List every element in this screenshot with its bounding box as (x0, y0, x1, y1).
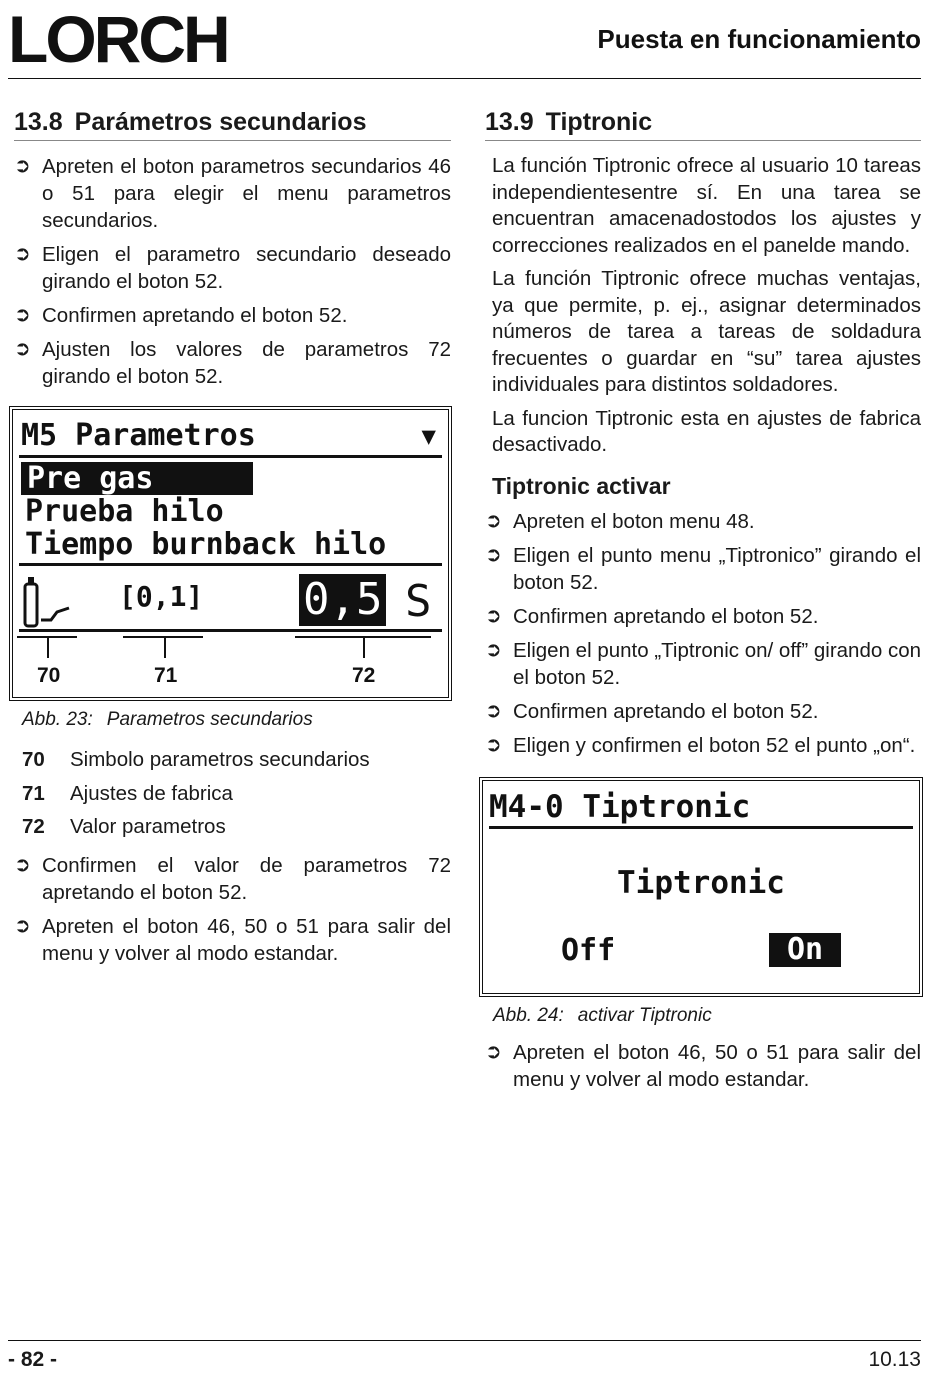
lorch-logo: LORCH (8, 2, 228, 76)
step-item (485, 732, 921, 759)
menu-item-selected: Pre gas (21, 462, 253, 495)
display-value-row (19, 570, 442, 632)
display-header (19, 416, 442, 458)
step-text: Apreten el boton 46, 50 o 51 para salir del menu y volver al modo estandar. (513, 1040, 921, 1091)
display-header-text: M5 Parametros (21, 418, 256, 453)
step-item (14, 302, 451, 329)
scroll-down-icon: ▼ (421, 422, 436, 450)
legend-text: Valor parametros (70, 815, 226, 838)
display-tiptronic (479, 777, 923, 997)
section-heading-13-8 (14, 108, 451, 141)
ref-tick (47, 636, 49, 658)
paragraph: La función Tiptronic ofrece muchas ventajas, ya que permite, p. ej., asignar determinados números de tarea a tareas de soldadura frecuentes o guardar en “su” tarea ajustes individuales para distintos soldadores. (492, 267, 921, 396)
arrow-icon: ➲ (485, 1040, 502, 1063)
section-title-text: Tiptronic (545, 108, 653, 136)
step-text: Ajusten los valores de parametros 72 girando el boton 52. (42, 338, 451, 388)
display-parametros (9, 406, 452, 701)
step-text: Eligen el parametro secundario deseado girando el boton 52. (42, 243, 451, 293)
caption-label: Abb. 23: (22, 709, 93, 730)
figure-caption (14, 709, 451, 731)
chapter-title: Puesta en funcionamiento (597, 24, 921, 54)
step-item (485, 637, 921, 691)
legend-item (22, 777, 451, 811)
step-item (485, 508, 921, 535)
step-text: Confirmen apretando el boton 52. (513, 699, 819, 723)
step-text: Confirmen el valor de parametros 72 apretando el boton 52. (42, 853, 451, 904)
menu-item: Tiempo burnback hilo (25, 527, 387, 562)
reference-markers (13, 636, 448, 696)
ref-tick (164, 636, 166, 658)
step-item (14, 241, 451, 295)
option-on-selected: On (769, 933, 841, 967)
step-text: Apreten el boton parametros secundarios 46 o 51 para elegir el menu parametros secundarios. (42, 155, 451, 232)
parameter-unit: S (405, 576, 432, 627)
step-item (485, 1039, 921, 1093)
ref-label-70: 70 (37, 664, 61, 687)
steps-list-2 (485, 1039, 921, 1093)
right-column (485, 108, 921, 1100)
steps-list (485, 508, 921, 759)
legend-item (22, 810, 451, 844)
step-text: Eligen el punto menu „Tiptronico” girando el boton 52. (513, 543, 921, 594)
legend-number: 71 (22, 781, 45, 805)
arrow-icon: ➲ (485, 509, 502, 532)
step-item (485, 603, 921, 630)
ref-label-72: 72 (352, 664, 376, 687)
legend-list (14, 743, 451, 844)
section-title-text: Parámetros secundarios (74, 108, 367, 136)
ref-line (123, 636, 203, 638)
gas-cylinder-icon (21, 574, 81, 630)
arrow-icon: ➲ (485, 638, 502, 661)
step-item (485, 698, 921, 725)
arrow-icon: ➲ (485, 543, 502, 566)
step-text: Confirmen apretando el boton 52. (42, 304, 348, 327)
arrow-icon: ➲ (14, 243, 31, 265)
step-text: Eligen el punto „Tiptronic on/ off” girando con el boton 52. (513, 638, 921, 689)
step-text: Eligen y confirmen el boton 52 el punto „on“. (513, 733, 916, 757)
menu-item: Prueba hilo (25, 494, 224, 529)
step-item (14, 852, 451, 906)
arrow-icon: ➲ (485, 604, 502, 627)
paragraph: La función Tiptronic ofrece al usuario 10 tareas independientesentre sí. En una tarea se encuentran amacenadostodos los ajustes y correcciones realizados en el panelde mando. (492, 154, 921, 257)
option-off: Off (561, 932, 616, 968)
steps-list (14, 153, 451, 390)
footer-rule (8, 1340, 921, 1341)
step-item (14, 913, 451, 967)
figure-caption (485, 1005, 921, 1027)
step-item (14, 153, 451, 234)
section-number: 13.8 (14, 108, 63, 136)
arrow-icon: ➲ (14, 155, 31, 177)
caption-label: Abb. 24: (493, 1004, 564, 1026)
step-item (485, 542, 921, 596)
legend-text: Ajustes de fabrica (70, 781, 233, 805)
display-header: M4-0 Tiptronic (489, 787, 913, 829)
ref-label-71: 71 (154, 664, 178, 687)
legend-number: 72 (22, 815, 45, 838)
ref-tick (363, 636, 365, 658)
caption-text: activar Tiptronic (577, 1004, 712, 1026)
arrow-icon: ➲ (14, 304, 31, 326)
page-number: - 82 - (8, 1348, 58, 1371)
legend-number: 70 (22, 748, 45, 771)
subheading: Tiptronic activar (492, 472, 671, 499)
legend-text: Simbolo parametros secundarios (70, 748, 370, 771)
default-range: [0,1] (119, 580, 204, 613)
display-label: Tiptronic (617, 864, 785, 901)
step-item (14, 336, 451, 390)
steps-list-2 (14, 852, 451, 967)
edition-date: 10.13 (868, 1348, 921, 1371)
section-heading-13-9 (485, 108, 921, 141)
step-text: Apreten el boton 46, 50 o 51 para salir del menu y volver al modo estandar. (42, 914, 451, 965)
arrow-icon: ➲ (485, 733, 502, 756)
header-rule (8, 78, 921, 79)
arrow-icon: ➲ (14, 914, 31, 937)
step-text: Confirmen apretando el boton 52. (513, 604, 819, 628)
section-number: 13.9 (485, 108, 534, 136)
arrow-icon: ➲ (485, 699, 502, 722)
arrow-icon: ➲ (14, 338, 31, 360)
display-menu (19, 458, 442, 566)
step-text: Apreten el boton menu 48. (513, 509, 755, 533)
parameter-value: 0,5 (299, 574, 386, 626)
caption-text: Parametros secundarios (106, 709, 313, 730)
paragraph: La funcion Tiptronic esta en ajustes de fabrica desactivado. (492, 406, 921, 456)
arrow-icon: ➲ (14, 853, 31, 876)
legend-item (22, 743, 451, 777)
left-column (14, 108, 451, 974)
